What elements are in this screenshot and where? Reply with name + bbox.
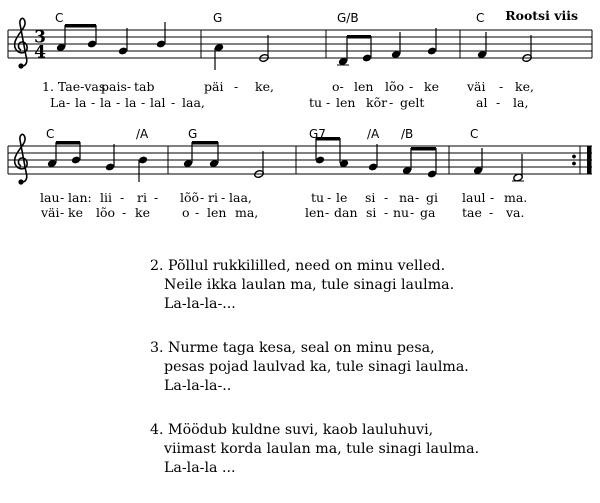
svg-text:le: le [336,190,348,205]
staff-system-1 [8,11,592,110]
chord-symbol: G [213,11,223,25]
svg-text:-: - [326,95,331,110]
svg-text:päi: päi [204,79,224,94]
svg-text:La: La [50,95,66,110]
svg-text:ri: ri [137,190,147,205]
svg-text:-: - [490,190,495,205]
verse-line: 4. Möödub kuldne suvi, kaob lauluhuvi, [150,422,434,438]
sheet-music-score [0,0,600,230]
svg-text:-: - [410,205,415,220]
svg-text:dan: dan [334,205,358,220]
svg-text:väi: väi [41,205,60,220]
chord-symbol: /B [401,127,414,141]
svg-text:na: na [399,190,415,205]
svg-text:-: - [60,205,65,220]
svg-text:len: len [207,205,227,220]
svg-text:-: - [489,205,494,220]
svg-text:väi: väi [467,79,486,94]
svg-text:len: len [305,205,325,220]
source-label: Rootsi viis [505,8,578,23]
svg-text:laa,: laa, [229,190,252,205]
lyrics-line [40,205,525,220]
beams [65,24,371,39]
verse-line: 2. Põllul rukkililled, need on minu velled. [150,258,446,274]
svg-text:len: len [354,79,374,94]
svg-text:la: la [100,95,112,110]
svg-text:-: - [384,190,389,205]
treble-clef-icon [15,18,27,67]
chord-symbol: C [470,127,479,141]
chord-symbol: G7 [309,127,326,141]
svg-text:-: - [234,79,239,94]
svg-text:-: - [154,190,159,205]
chord-symbol: G/B [337,11,359,25]
svg-text:-: - [66,95,71,110]
chord-symbol: C [476,11,485,25]
chord-symbol: C [55,11,64,25]
svg-text:-: - [195,205,200,220]
svg-text:ke: ke [135,205,150,220]
verse-line: La-la-la-.. [164,378,232,394]
svg-text:ke,: ke, [515,79,534,94]
svg-text:-: - [141,95,146,110]
svg-text:ga: ga [420,205,436,220]
svg-text:-: - [389,95,394,110]
svg-text:-: - [221,190,226,205]
verse-line: pesas pojad laulvad ka, tule sinagi laulma. [164,359,469,375]
svg-text:lau: lau [40,190,60,205]
svg-text:ke: ke [68,205,83,220]
chord-symbol: G [188,127,198,141]
verse-line: La-la-la ... [164,460,236,476]
svg-text:lõo: lõo [96,205,116,220]
svg-text:len: len [336,95,356,110]
svg-text:lii: lii [100,190,112,205]
time-signature-bottom: 4 [34,42,46,63]
svg-text:la: la [125,95,137,110]
svg-text:tab: tab [134,79,155,94]
svg-text:gelt: gelt [400,95,425,110]
svg-text:si: si [365,190,376,205]
svg-text:ri: ri [208,190,218,205]
svg-text:laa,: laa, [182,95,205,110]
chord-symbol: /A [136,127,149,141]
svg-text:-: - [200,190,205,205]
svg-text:tu: tu [309,95,323,110]
chord-symbol: /A [367,127,380,141]
svg-text:al: al [476,95,488,110]
svg-text:1. Tae-vas: 1. Tae-vas [42,79,106,94]
svg-text:lal: lal [150,95,166,110]
svg-text:-: - [325,205,330,220]
lyrics-line [40,190,527,205]
verse-4 [150,421,580,478]
chord-symbol: C [46,127,55,141]
svg-text:lan:: lan: [68,190,92,205]
svg-text:ma,: ma, [235,205,259,220]
svg-text:laul: laul [462,190,486,205]
svg-text:nu: nu [393,205,410,220]
svg-text:ke,: ke, [255,79,274,94]
verse-line: viimast korda laulan ma, tule sinagi laulma. [164,441,480,457]
svg-text:si: si [366,205,377,220]
staff-system-2 [8,127,592,220]
svg-text:-: - [116,95,121,110]
verses [150,257,580,503]
svg-text:-: - [171,95,176,110]
svg-text:-: - [120,190,125,205]
svg-text:-: - [496,95,501,110]
verse-line: 3. Nurme taga kesa, seal on minu pesa, [150,340,435,356]
svg-text:ma.: ma. [504,190,528,205]
svg-text:-: - [415,190,420,205]
lyrics-line [42,79,534,94]
verse-2 [150,257,580,314]
verse-line: Neile ikka laulan ma, tule sinagi laulma. [164,277,455,293]
staff-lines [8,146,592,174]
svg-text:-: - [60,190,65,205]
svg-text:la,: la, [513,95,529,110]
stems [65,22,531,70]
svg-text:lõo: lõo [385,79,405,94]
svg-text:-: - [91,95,96,110]
svg-text:-: - [499,79,504,94]
svg-text:-: - [122,205,127,220]
svg-text:tae: tae [462,205,482,220]
svg-text:ke: ke [424,79,439,94]
svg-text:gi: gi [426,190,438,205]
svg-text:o: o [182,205,190,220]
svg-text:la: la [75,95,87,110]
svg-text:pais-: pais- [101,79,132,94]
half-notes [254,170,523,182]
time-signature-top: 3 [34,27,46,48]
svg-text:va.: va. [506,205,525,220]
svg-text:-: - [384,205,389,220]
note-heads [56,40,487,66]
svg-text:-: - [409,79,414,94]
svg-text:tu: tu [311,190,325,205]
verse-3 [150,339,580,396]
lyrics-line [50,95,528,110]
svg-text:o-: o- [332,79,344,94]
verse-line: La-la-la-... [164,296,236,312]
svg-text:kõr: kõr [366,95,388,110]
svg-text:-: - [327,190,332,205]
svg-text:lõõ: lõõ [180,190,200,205]
treble-clef-icon [15,134,27,183]
